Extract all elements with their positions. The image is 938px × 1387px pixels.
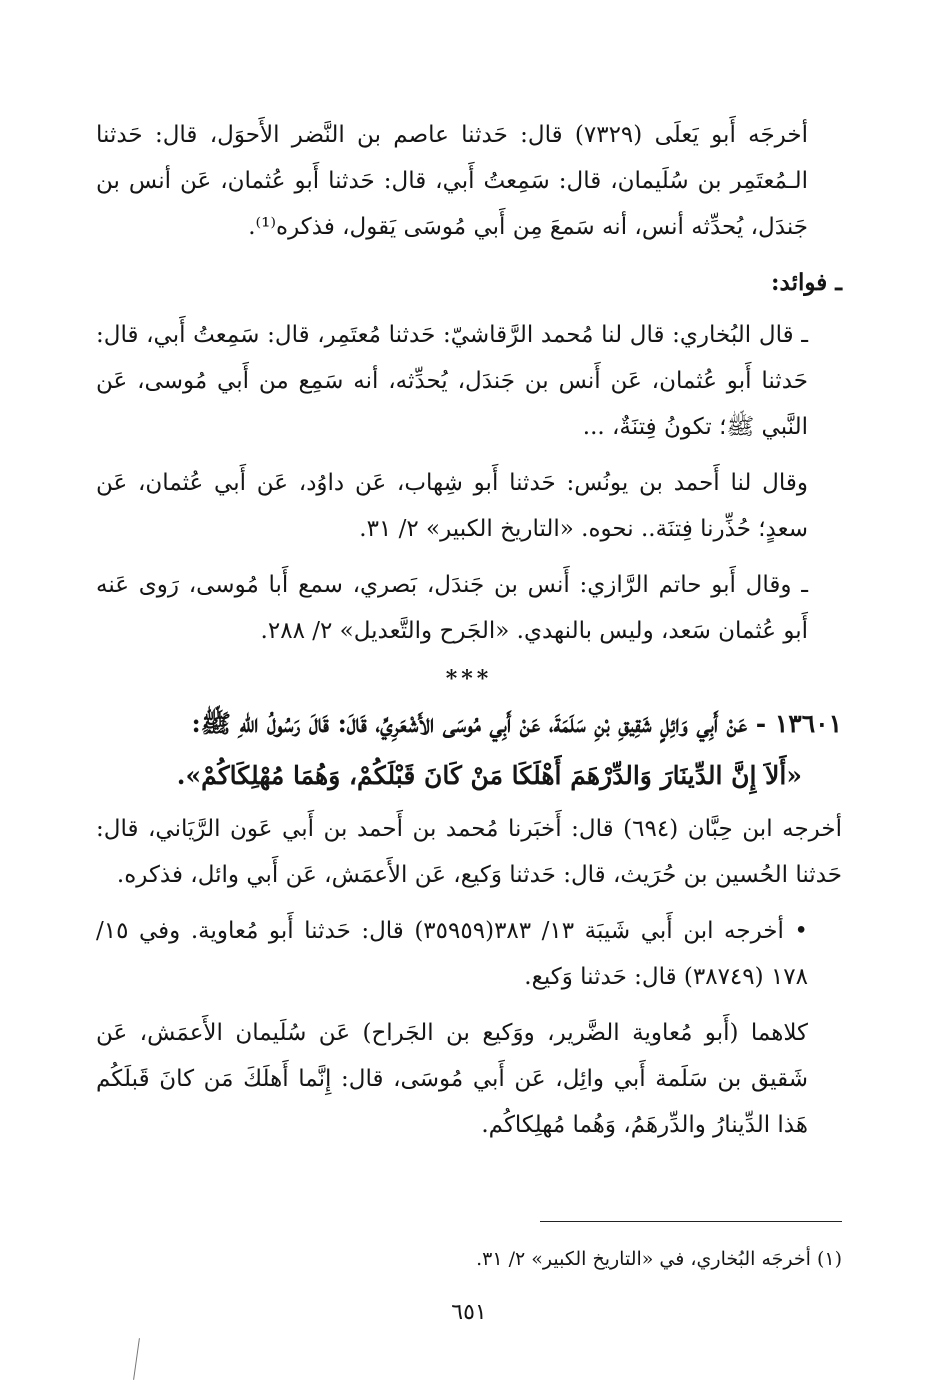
section-separator-stars: *** <box>445 666 493 692</box>
paragraph-takhrij-abu-yala: أخرجَه أَبو يَعلَى (٧٣٢٩) قال: حَدثنا عاصم بن النَّضر الأَحوَل، قال: حَدثنا الـمُعتَمِر بن سُلَيمان، قال: سَمِعتُ أَبي، قال: حَدثنا أَبو عُثمان، عَن أنس بن جَندَل، يُحدِّثه أنس، أنه سَمعَ مِن أَبي مُوسَى يَقول، فذكره⁽¹⁾. <box>96 122 808 240</box>
margin-pencil-mark <box>133 1338 140 1380</box>
paragraph-kilahuma: كلاهما (أَبو مُعاوية الضَّرير، ووَكيع بن الجَراح) عَن سُلَيمان الأَعمَش، عَن شَقيق بن سَلَمة أَبي وائِل، عَن أَبي مُوسَى، قال: إِنَّما أَهلَكَ مَن كانَ قَبلَكُم هَذا الدِّينارُ والدِّرهَمُ، وَهُما مُهلِكاكُم. <box>96 1020 808 1138</box>
paragraph-ibn-hibban: أخرجه ابن حِبَّان (٦٩٤) قال: أَخبَرنا مُحمد بن أَحمد بن أَبي عَون الرَّيَاني، قال: حَدثنا الحُسين بن حُرَيث، قال: حَدثنا وَكيع، عَن الأَعمَش، عَن أَبي وائل، فذكره. <box>96 816 842 888</box>
page-number: ٦٥١ <box>451 1300 487 1325</box>
page-body <box>96 112 842 1158</box>
footnote: (١) أخرجَه البُخاري، في «التاريخ الكبير» ٢/ ٣١. <box>476 1248 842 1270</box>
fawaid-heading: ـ فوائد: <box>771 269 842 296</box>
paragraph-ibn-abi-shaybah: • أخرجه ابن أَبي شَيبَة ١٣/ ٣٨٣(٣٥٩٥٩) قال: حَدثنا أَبو مُعاوية. وفي ١٥/ ١٧٨ (٣٨٧٤٩) قال: حَدثنا وَكيع. <box>96 918 808 990</box>
paragraph-ahmad-ibn-yunus: وقال لنا أَحمد بن يونُس: حَدثنا أَبو شِهاب، عَن داوُد، عَن أَبي عُثمان، عَن سعدٍ؛ حُذِّرنا فِتنَة.. نحوه. «التاريخ الكبير» ٢/ ٣١. <box>96 470 808 542</box>
paragraph-bukhari: ـ قال البُخاري: قال لنا مُحمد الرَّقاشيّ: حَدثنا مُعتَمِر، قال: سَمِعتُ أَبي، قال: حَدثنا أَبو عُثمان، عَن أَنس بن جَندَل، يُحدِّثه، أنه سَمِع من أَبي مُوسى، عَن النَّبي ﷺ؛ تكونُ فِتنَةٌ، ... <box>96 322 808 440</box>
footnote-separator-line <box>540 1221 842 1222</box>
hadith-isnad: ١٣٦٠١ - عَنْ أَبِي وَائِلٍ شَقِيقِ بْنِ سَلَمَةَ، عَنْ أَبِي مُوسَى الأَشْعَرِيِّ، قَالَ: قَالَ رَسُولُ اللهِ ﷺ: <box>191 709 842 738</box>
paragraph-abu-hatim: ـ وقال أَبو حاتم الرَّازي: أَنس بن جَندَل، بَصري، سمع أَبا مُوسى، رَوى عَنه أَبو عُثمان سَعد، وليس بالنهدي. «الجَرح والتَّعديل» ٢/ ٢٨٨. <box>96 572 808 644</box>
hadith-matn: «أَلاَ إِنَّ الدِّينَارَ وَالدِّرْهَمَ أَهْلَكَا مَنْ كَانَ قَبْلَكُمْ، وَهُمَا مُهْلِكَاكُمْ». <box>176 761 802 790</box>
